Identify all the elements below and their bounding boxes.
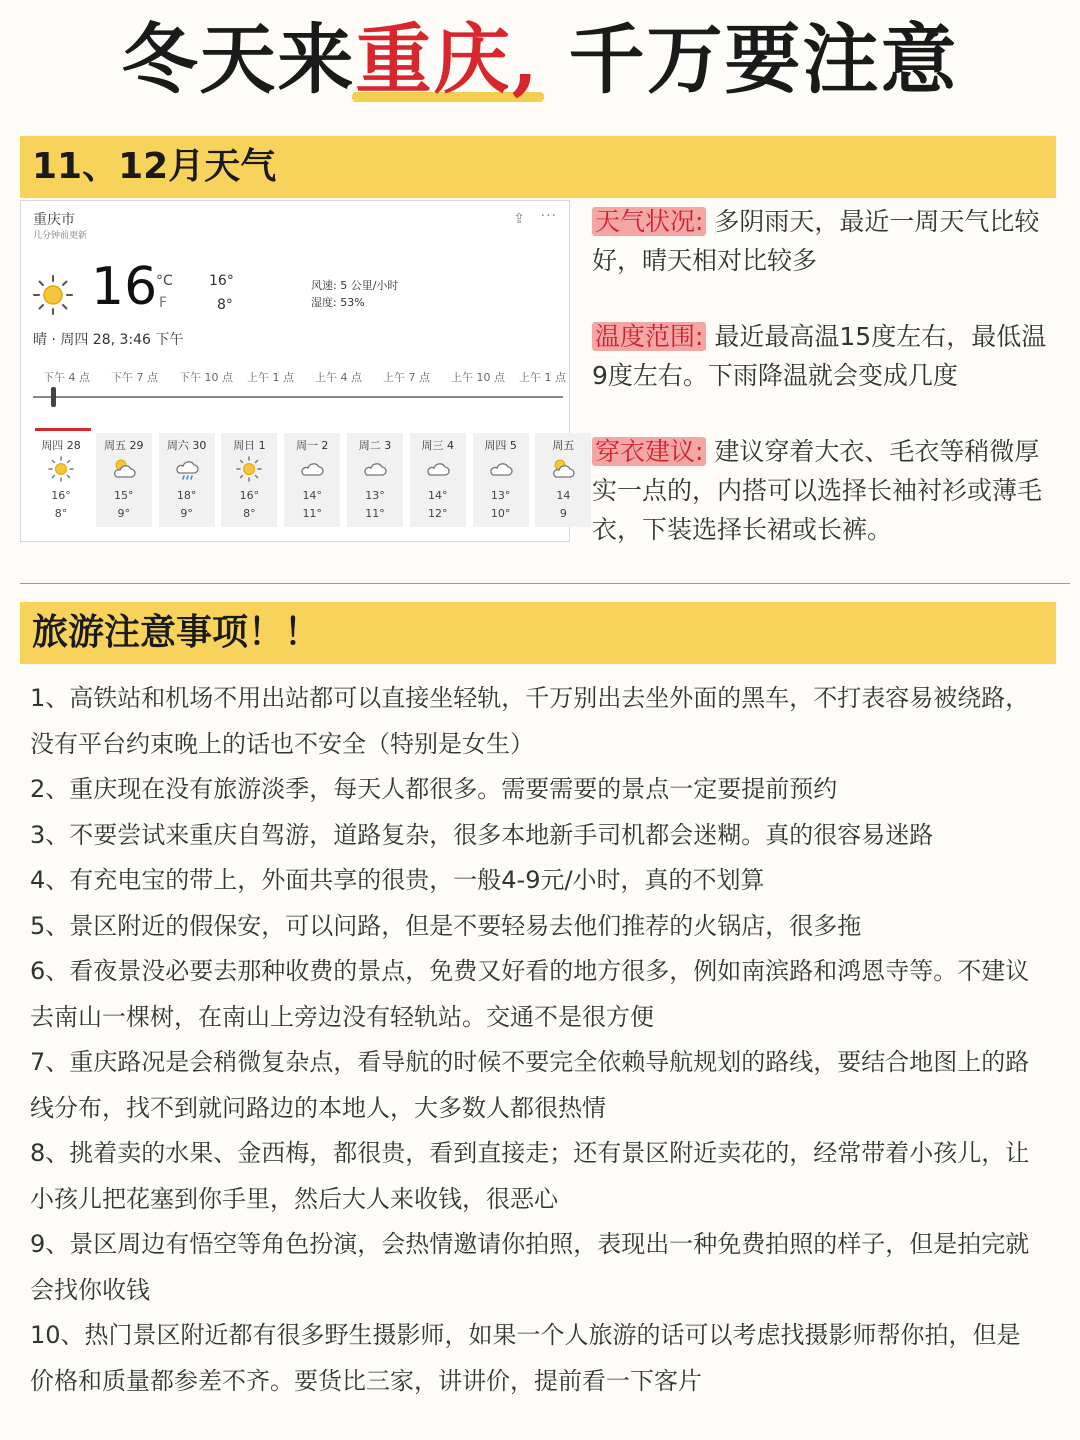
info-weather-condition [592, 202, 1062, 280]
day-high: 14° [428, 489, 448, 502]
weather-card [20, 200, 575, 542]
list-item: 6、看夜景没必要去那种收费的景点，免费又好看的地方很多，例如南滨路和鸿恩寺等。不建议去南山一棵树，在南山上旁边没有轻轨站。交通不是很方便 [30, 957, 1030, 1031]
day-card[interactable] [535, 433, 591, 527]
info-label: 穿衣建议: [592, 437, 706, 466]
day-name: 周四 5 [484, 439, 517, 452]
day-high: 13° [490, 489, 511, 502]
info-label: 天气状况: [592, 207, 706, 236]
day-low: 11° [365, 507, 385, 520]
timeline-track[interactable] [33, 396, 563, 398]
day-low: 8° [54, 507, 68, 520]
unit-fahrenheit[interactable]: F [159, 295, 168, 311]
list-item: 10、热门景区附近都有很多野生摄影师，如果一个人旅游的话可以考虑找摄影师帮你拍，但是价格和质量都参差不齐。要货比三家，讲讲价，提前看一下客片 [30, 1321, 1021, 1395]
day-low: 12° [428, 507, 448, 520]
day-low: 9° [117, 507, 131, 520]
list-item: 4、有充电宝的带上，外面共享的很贵，一般4-9元/小时，真的不划算 [30, 866, 765, 894]
list-item: 9、景区周边有悟空等角色扮演，会热情邀请你拍照，表现出一种免费拍照的样子，但是拍完就会找你收钱 [30, 1230, 1030, 1304]
day-card[interactable] [221, 433, 277, 527]
day-name: 周三 4 [421, 439, 455, 452]
title-part1: 冬天来 [121, 15, 356, 104]
day-name: 周六 30 [166, 439, 207, 452]
hourly-timeline [43, 369, 566, 385]
rain-cloud-icon [173, 455, 201, 483]
wind-speed: 风速: 5 公里/小时 [311, 279, 399, 292]
day-low: 9° [180, 507, 193, 520]
day-card[interactable] [284, 433, 340, 527]
title-highlight: 重庆, [355, 15, 540, 104]
section-heading-weather: 11、12月天气 [20, 136, 1056, 198]
sun-icon [235, 455, 263, 483]
day-low: 9 [559, 507, 567, 520]
list-item: 3、不要尝试来重庆自驾游，道路复杂，很多本地新手司机都会迷糊。真的很容易迷路 [30, 820, 934, 849]
list-item: 5、景区附近的假保安，可以问路，但是不要轻易去他们推荐的火锅店，很多拖 [30, 911, 862, 940]
day-low: 10° [490, 507, 511, 520]
hour-label: 上午 7 点 [383, 371, 430, 384]
day-high: 14 [556, 489, 571, 502]
share-icon[interactable]: ⇪ [513, 211, 525, 227]
unit-celsius[interactable]: °C [156, 273, 173, 289]
sun-icon [31, 273, 75, 317]
info-text: 建议穿着大衣、毛衣等稍微厚实一点的，内搭可以选择长袖衬衫或薄毛衣，下装选择长裙或长裤。 [592, 437, 1043, 544]
sun-icon [47, 455, 75, 483]
selected-day-indicator [35, 428, 91, 431]
timeline-slider-handle[interactable] [51, 387, 56, 407]
list-item: 7、重庆路况是会稍微复杂点，看导航的时候不要完全依赖导航规划的路线，要结合地图上的路线分布，找不到就问路边的本地人，大多数人都很热情 [30, 1048, 1030, 1122]
partly-cloudy-icon [549, 455, 577, 483]
info-clothing-advice [592, 432, 1062, 549]
day-name: 周五 29 [104, 439, 144, 452]
more-icon[interactable]: ··· [540, 208, 557, 224]
travel-tips-list [30, 676, 1040, 1404]
hour-label: 上午 10 点 [451, 371, 505, 384]
day-card[interactable] [33, 433, 89, 527]
day-name: 周五 [552, 439, 575, 452]
partly-cloudy-icon [110, 455, 138, 483]
hour-label: 上午 4 点 [315, 371, 362, 384]
title-part2: 千万要注意 [540, 15, 959, 104]
page-title [0, 14, 1080, 106]
hour-label: 上午 1 点 [247, 371, 294, 384]
list-item: 8、挑着卖的水果、金西梅，都很贵，看到直接走；还有景区附近卖花的，经常带着小孩儿，让小孩儿把花塞到你手里，然后大人来收钱，很恶心 [30, 1139, 1030, 1213]
day-name: 周日 1 [233, 439, 266, 452]
cloud-icon [361, 455, 389, 483]
list-item: 1、高铁站和机场不用出站都可以直接坐轻轨，千万别出去坐外面的黑车，不打表容易被绕路，没有平台约束晚上的话也不安全（特别是女生） [30, 684, 1030, 758]
day-name: 周二 3 [358, 439, 392, 452]
day-high: 13° [365, 489, 385, 502]
day-high: 18° [176, 489, 197, 502]
day-name: 周四 28 [41, 439, 81, 452]
today-low: 8° [217, 297, 233, 313]
hour-label: 下午 4 点 [43, 371, 90, 384]
divider [20, 583, 1070, 584]
hour-label: 下午 10 点 [179, 371, 233, 384]
today-high: 16° [209, 273, 234, 289]
weather-status: 晴 · 周四 28, 3:46 下午 [33, 332, 184, 348]
hour-label: 下午 7 点 [111, 371, 158, 384]
day-card[interactable] [159, 433, 215, 527]
list-item: 2、重庆现在没有旅游淡季，每天人都很多。需要需要的景点一定要提前预约 [30, 775, 838, 803]
day-name: 周一 2 [295, 439, 329, 452]
info-text: 最近最高温15度左右，最低温9度左右。下雨降温就会变成几度 [592, 322, 1047, 390]
cloud-icon [424, 455, 452, 483]
weather-city: 重庆市 [33, 212, 75, 228]
day-card[interactable] [410, 433, 466, 527]
day-card[interactable] [473, 433, 529, 527]
info-temperature-range [592, 317, 1062, 395]
day-low: 8° [243, 507, 256, 520]
cloud-icon [298, 455, 326, 483]
day-high: 16° [239, 489, 260, 502]
day-high: 14° [302, 489, 322, 502]
day-high: 16° [51, 489, 71, 502]
weather-updated: 几分钟前更新 [33, 231, 88, 241]
cloud-icon [487, 455, 515, 483]
hour-label: 上午 1 点 [519, 371, 566, 384]
day-low: 11° [302, 507, 322, 520]
humidity: 湿度: 53% [311, 296, 365, 309]
section-heading-travel-tips: 旅游注意事项！！ [20, 602, 1056, 664]
day-card[interactable] [347, 433, 403, 527]
info-label: 温度范围: [592, 322, 706, 351]
info-text: 多阴雨天，最近一周天气比较好，晴天相对比较多 [592, 207, 1040, 275]
current-temp: 16 [91, 257, 158, 317]
day-high: 15° [114, 489, 134, 502]
day-card[interactable] [96, 433, 152, 527]
daily-forecast [33, 433, 575, 529]
